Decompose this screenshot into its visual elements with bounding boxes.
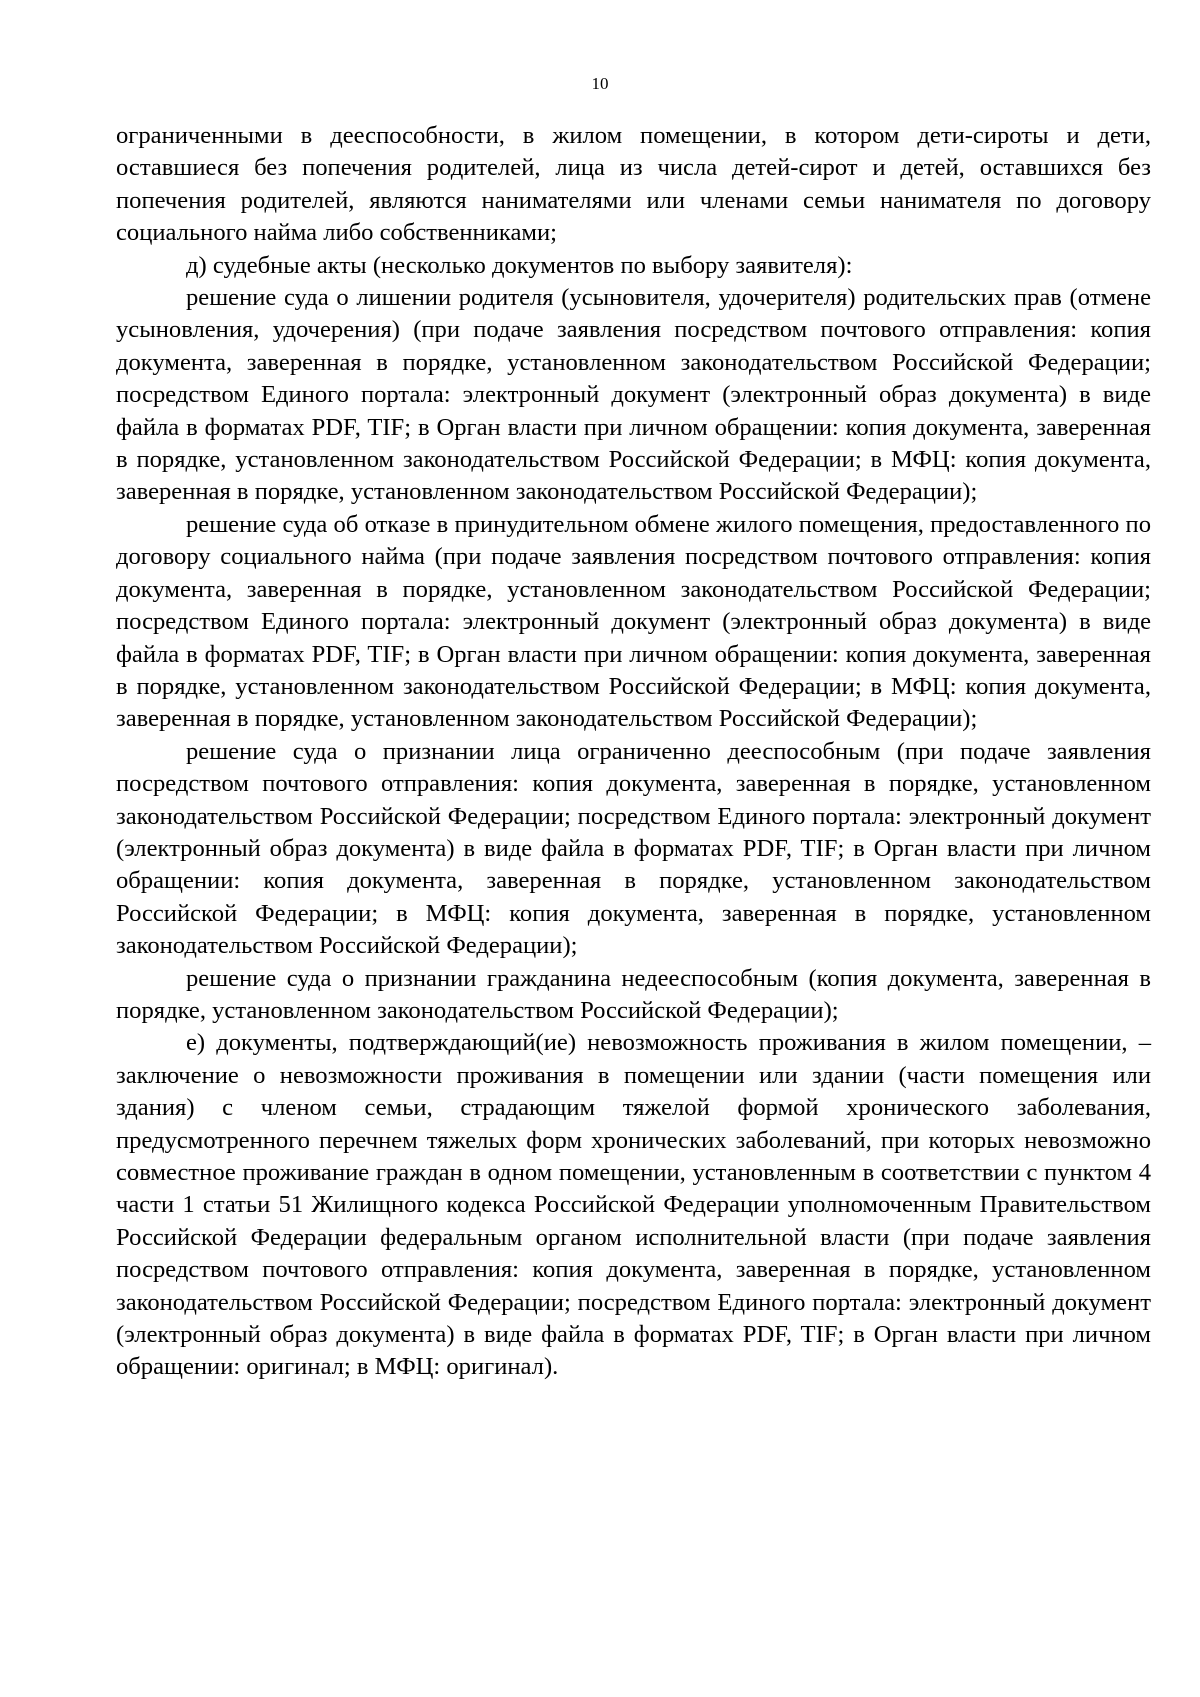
paragraph-parental-rights-decision: решение суда о лишении родителя (усыновителя, удочерителя) родительских прав (отмене усыновления, удочерения) (при подаче заявления посредством почтового отправления: копия документа, заверенная в порядке, установленном законодательством Российской Федерации; посредством Единого портала: электронный документ (электронный образ документа) в виде файла в форматах PDF, TIF; в Орган власти при личном обращении: копия документа, заверенная в порядке, установленном законодательством Российской Федерации; в МФЦ: копия документа, заверенная в порядке, установленном законодательством Российской Федерации); xyxy=(116,284,1151,506)
document-body xyxy=(116,120,1151,1384)
paragraph-impossibility-documents: е) документы, подтверждающий(ие) невозможность проживания в жилом помещении, – заключение о невозможности проживания в помещении или здании (части помещения или здания) с членом семьи, страдающим тяжелой формой хронического заболевания, предусмотренного перечнем тяжелых форм хронических заболеваний, при которых невозможно совместное проживание граждан в одном помещении, установленным в соответствии с пунктом 4 части 1 статьи 51 Жилищного кодекса Российской Федерации уполномоченным Правительством Российской Федерации федеральным органом исполнительной власти (при подаче заявления посредством почтового отправления: копия документа, заверенная в порядке, установленном законодательством Российской Федерации; посредством Единого портала: электронный документ (электронный образ документа) в виде файла в форматах PDF, TIF; в Орган власти при личном обращении: оригинал; в МФЦ: оригинал). xyxy=(116,1029,1151,1381)
paragraph-court-acts-heading: д) судебные акты (несколько документов по выбору заявителя): xyxy=(186,251,853,279)
paragraph-incapacity-decision: решение суда о признании гражданина недееспособным (копия документа, заверенная в порядке, установленном законодательством Российской Федерации); xyxy=(116,964,1151,1024)
paragraph-limited-capacity-decision: решение суда о признании лица ограниченно дееспособным (при подаче заявления посредством почтового отправления: копия документа, заверенная в порядке, установленном законодательством Российской Федерации; посредством Единого портала: электронный документ (электронный образ документа) в виде файла в форматах PDF, TIF; в Орган власти при личном обращении: копия документа, заверенная в порядке, установленном законодательством Российской Федерации; в МФЦ: копия документа, заверенная в порядке, установленном законодательством Российской Федерации); xyxy=(116,737,1151,960)
page-number: 10 xyxy=(591,74,609,93)
paragraph-exchange-refusal-decision: решение суда об отказе в принудительном обмене жилого помещения, предоставленного по договору социального найма (при подаче заявления посредством почтового отправления: копия документа, заверенная в порядке, установленном законодательством Российской Федерации; посредством Единого портала: электронный документ (электронный образ документа) в виде файла в форматах PDF, TIF; в Орган власти при личном обращении: копия документа, заверенная в порядке, установленном законодательством Российской Федерации; в МФЦ: копия документа, заверенная в порядке, установленном законодательством Российской Федерации); xyxy=(116,510,1151,733)
paragraph-continuation: ограниченными в дееспособности, в жилом помещении, в котором дети-сироты и дети, оставшиеся без попечения родителей, лица из числа детей-сирот и детей, оставшихся без попечения родителей, являются нанимателями или членами семьи нанимателя по договору социального найма либо собственниками; xyxy=(116,122,1151,247)
